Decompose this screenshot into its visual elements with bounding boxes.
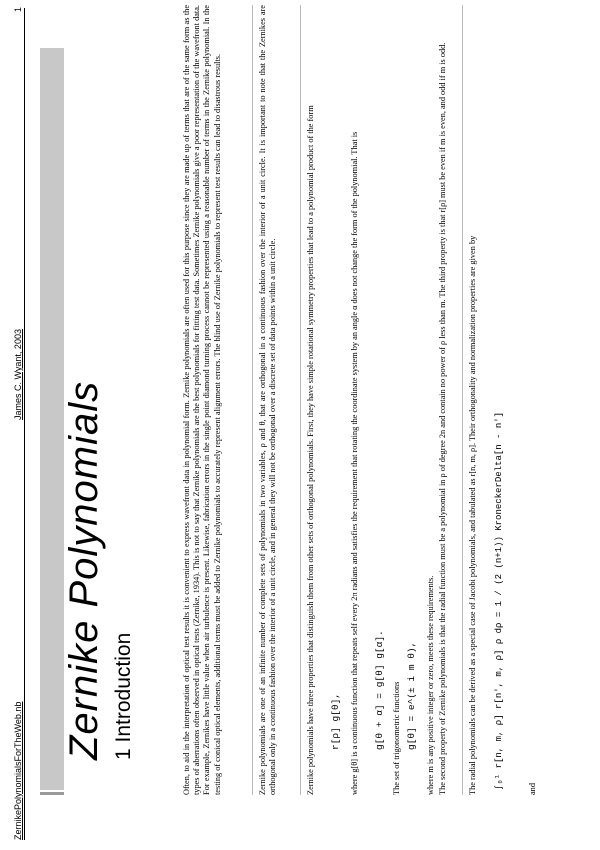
paragraph-properties: Zernike polynomials have three properties that distinguish them from other sets of orthogonal polynomials. First, they have simple rotational symmetry properties that lead to a polynomial product of the form	[306, 105, 315, 795]
header-filename: ZernikePolynomialsForTheWeb.nb	[13, 701, 23, 840]
section-heading: 1 Introduction	[112, 632, 135, 760]
cell-divider	[252, 5, 253, 795]
page-title: Zernike Polynomials	[62, 380, 106, 760]
paragraph-and: and	[528, 783, 537, 795]
equation-rotation: g[θ + α] = g[θ] g[α].	[374, 630, 385, 750]
paragraph-intro: Often, to aid in the interpretation of optical test results it is convenient to express wavefront data in polynomial form. Zernike polynomials are often used for this purpose since they are made up of terms that are of the same form as the types of aberrations often observed in optical tests (Zernike, 1934). This is not to say that Zernike polynomials are the best polynomials for fitting test data. Sometimes Zernike polynomials give a poor representation of the wavefront data. For example, Zernikes have little value when air turbulence is present. Likewise, fabrication errors in the single point diamond turning process cannot be represented using a reasonable number of terms in the Zernike polynomial. In the testing of conical optical elements, additional terms must be added to Zernike polynomials to accurately represent alignment errors. The blind use of Zernike polynomials to represent test results can lead to disastrous results.	[182, 5, 222, 795]
paragraph-trig: The set of trigonometric functions	[392, 681, 401, 795]
paragraph-m-integer: where m is any positive integer or zero, meets these requirements.	[426, 575, 435, 795]
equation-exponential: g[θ] = e^(± i m θ),	[406, 641, 417, 750]
paragraph-g-theta: where g[θ] is a continuous function that repeats self every 2π radians and satisfies the requirement that rotating the coordinate system by an angle α does not change the form of the polynomial. That is	[350, 131, 359, 795]
cell-divider	[462, 5, 463, 795]
equation-orthogonality: ∫₀¹ r[n, m, ρ] r[n', m, ρ] ρ dρ = 1 / (2 (n+1)) KroneckerDelta[n - n']	[494, 411, 504, 790]
paragraph-radial: The second property of Zernike polynomials is that the radial function must be a polynomial in ρ of degree 2n and contain no power of ρ less than m. The third property is that r[ρ] must be even if m is even, and odd if m is odd.	[438, 42, 447, 795]
header-author: James C. Wyant, 2003	[13, 329, 23, 420]
cell-divider	[300, 5, 301, 795]
paragraph-jacobi: The radial polynomials can be derived as a special case of Jacobi polynomials, and tabulated as r[n, m, ρ]. Their orthogonality and normalization properties are given by	[468, 235, 477, 795]
title-cell-bar	[40, 48, 64, 790]
header-rule	[24, 8, 25, 840]
equation-product: r[ρ] g[θ],	[330, 692, 341, 750]
header-page-number: 1	[13, 6, 23, 12]
cell-bracket[interactable]	[40, 792, 64, 795]
paragraph-orthogonal: Zernike polynomials are one of an infinite number of complete sets of polynomials in two variables, ρ and θ, that are orthogonal in a continuous fashion over the interior of a unit circle. It is important to note that the Zernikes are orthogonal only in a continuous fashion over the interior of a unit circle, and in general they will not be orthogonal over a discrete set of data points within a unit circle.	[258, 5, 278, 795]
